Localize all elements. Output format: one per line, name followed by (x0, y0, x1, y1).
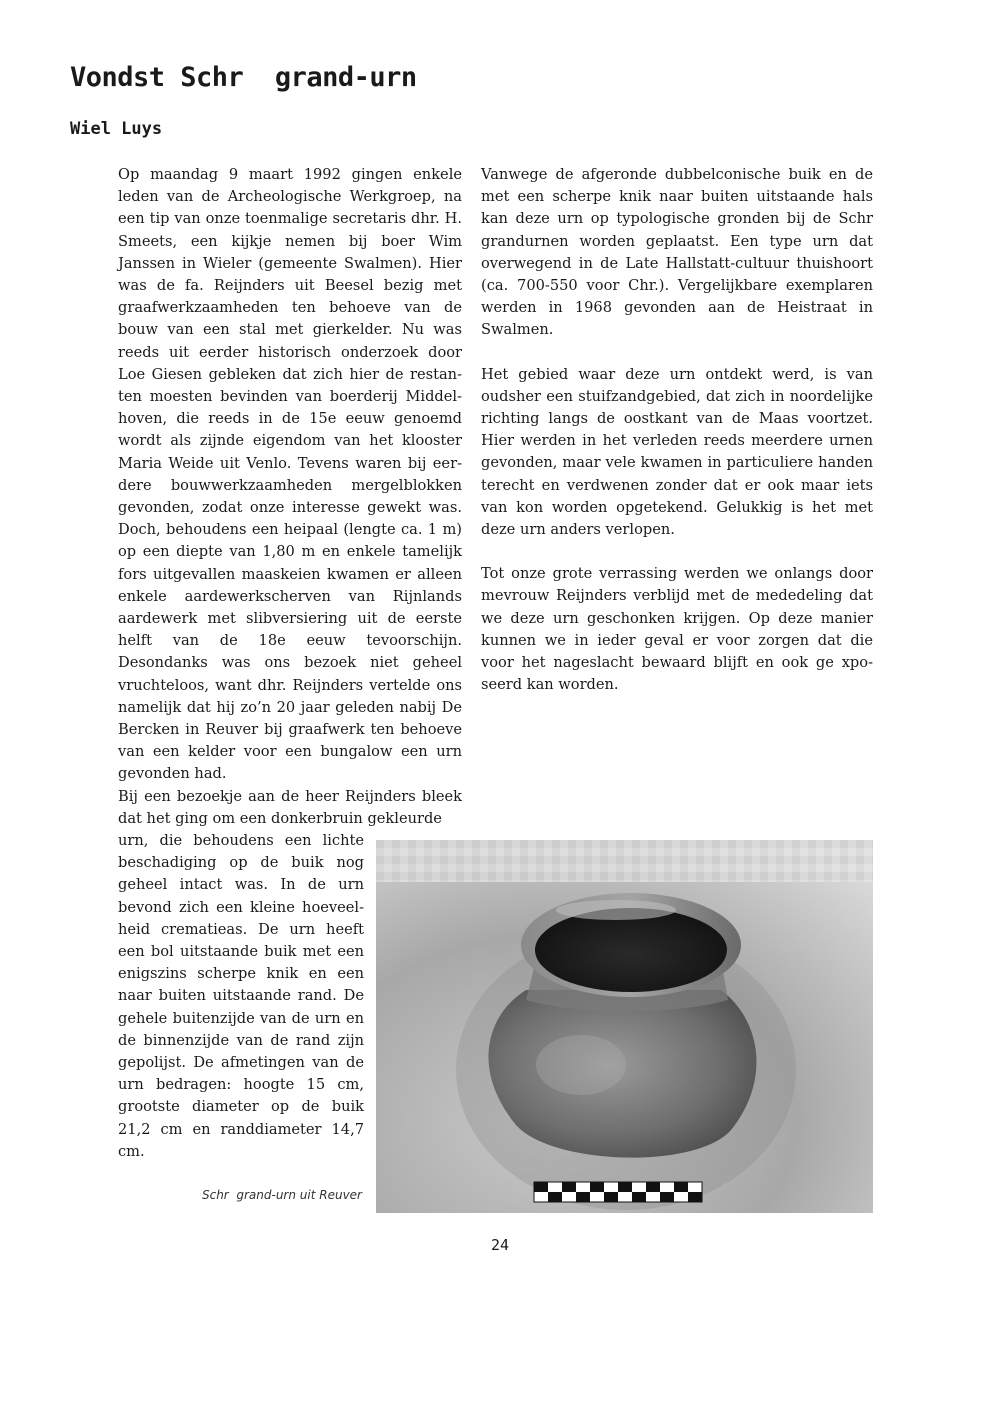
left-paragraph-1: Op maandag 9 maart 1992 gingen enkele leden van de Archeologische Werkgroep, na een tip van onze toenmalige secretaris dhr. H. Smeets, een kijkje nemen bij boer Wim Janssen in Wieler (gemeente Swalmen). Hier was de fa. Reijnders uit Beesel bezig met graafwerkzaamheden ten behoeve van de bouw van een stal met gierkelder. Nu was reeds uit eerder historisch onderzoek door Loe Giesen gebleken dat zich hier de restanten moesten bevinden van boerderij Middelhoven, die reeds in de 15e eeuw genoemd wordt als zijnde eigendom van het klooster Maria Weide uit Venlo. Tevens waren bij eerdere bouwwerkzaamheden mergelblokken gevonden, zodat onze interesse gewekt was. Doch, behoudens een heipaal (lengte ca. 1 m) op een diepte van 1,80 m en enkele tamelijk fors uitgevallen maaskeien kwamen er alleen enkele aardewerkscherven van Rijnlands aardewerk met slibversiering uit de eerste helft van de 18e eeuw tevoorschijn. Desondanks was ons bezoek niet geheel vruchteloos, want dhr. Reijnders vertelde ons namelijk dat hij zo’n 20 jaar geleden nabij De Bercken in Reuver bij graafwerk ten behoeve van een kelder voor een bungalow een urn gevonden had. (118, 166, 462, 783)
page-number: 24 (490, 1236, 510, 1254)
left-paragraph-2-wrapped (118, 830, 364, 1163)
right-paragraph-2: Het gebied waar deze urn ontdekt werd, is van oudsher een stuifzandgebied, dat zich in noordelijke richting langs de oostkant van de Maas voortzet. Hier werden in het verleden reeds meerdere urnen gevonden, maar vele kwamen in particuliere handen terecht en verdwenen zonder dat er ook maar iets van kon worden opgetekend. Gelukkig is het met deze urn anders verlopen. (481, 365, 873, 539)
right-paragraph-3: Tot onze grote verrassing werden we onlangs door mevrouw Reijnders verblijd met de mededeling dat we deze urn geschonken krijgen. Op deze manier kunnen we in ieder geval er voor zorgen dat die voor het nageslacht bewaard blijft en ook ge xposeerd kan worden. (481, 565, 873, 694)
urn-photo (376, 840, 873, 1213)
right-column (481, 164, 873, 696)
figure-caption: Schr grand-urn uit Reuver (201, 1188, 362, 1202)
left-column (118, 164, 462, 830)
left-paragraph-2-start: Bij een bezoekje aan de heer Reijnders bleek dat het ging om een donkerbruin gekleurde (118, 787, 462, 827)
right-paragraph-1: Vanwege de afgeronde dubbelconische buik en de met een scherpe knik naar buiten uitstaande hals kan deze urn op typologische gronden bij de Schr grandurnen worden geplaatst. Een type urn dat overwegend in de Late Hallstatt-cultuur thuishoort (ca. 700-550 voor Chr.). Vergelijkbare exemplaren werden in 1968 gevonden aan de Heistraat in Swalmen. (481, 166, 873, 339)
article-title: Vondst Schr grand-urn (70, 62, 417, 93)
left-paragraph-2-continued: urn, die behoudens een lichte beschadiging op de buik nog geheel intact was. In de urn bevond zich een kleine hoeveelheid crematieas. De urn heeft een bol uitstaande buik met een enigszins scherpe knik en een naar buiten uitstaande rand. De gehele buitenzijde van de urn en de binnenzijde van de rand zijn gepolijst. De afmetingen van de urn bedragen: hoogte 15 cm, grootste diameter op de buik 21,2 cm en randdiameter 14,7 cm. (118, 832, 364, 1160)
article-author: Wiel Luys (70, 119, 163, 139)
